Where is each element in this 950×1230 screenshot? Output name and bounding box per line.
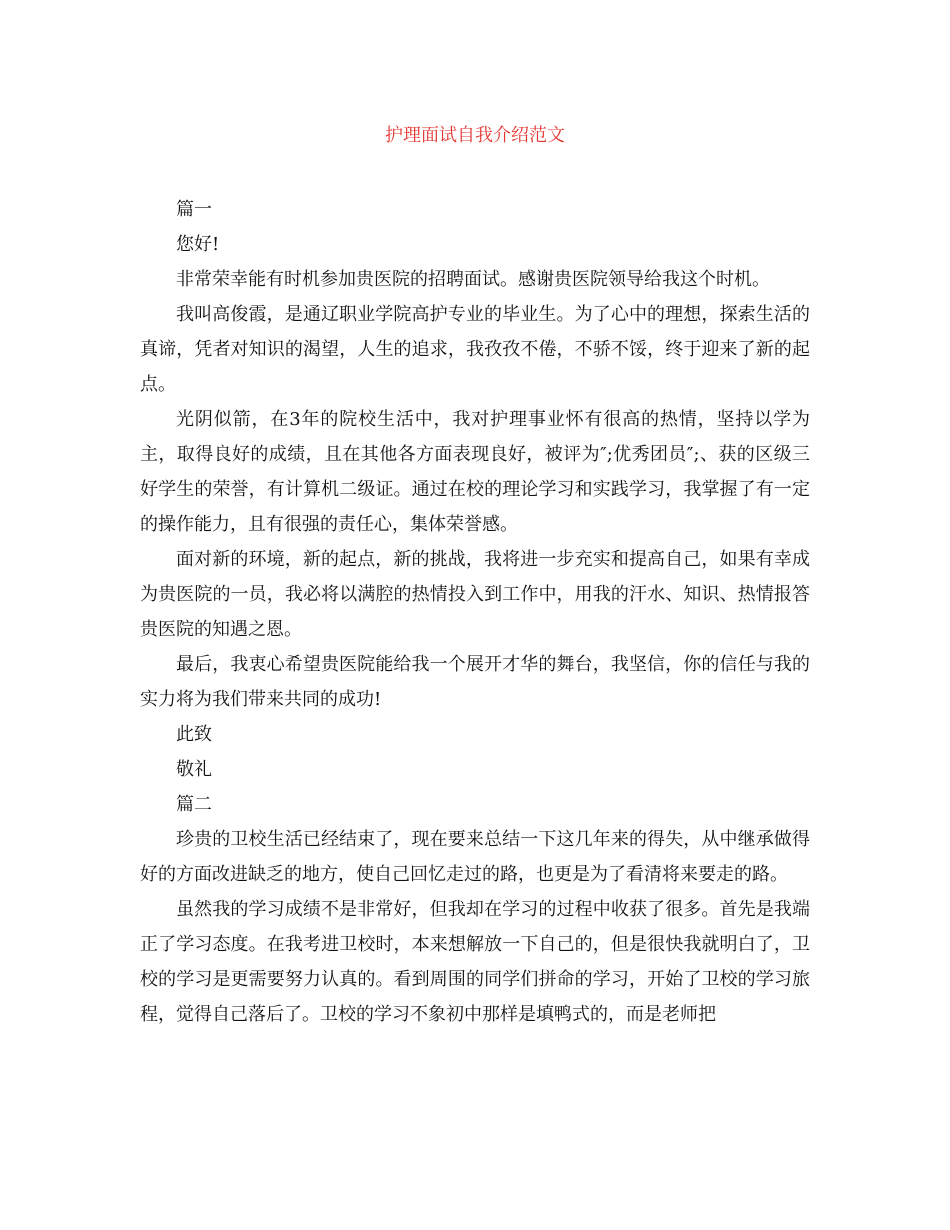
document-body xyxy=(140,192,810,1032)
paragraph: 虽然我的学习成绩不是非常好，但我却在学习的过程中收获了很多。首先是我端正了学习态度。在我考进卫校时，本来想解放一下自己的，但是很快我就明白了，卫校的学习是更需要努力认真的。看到周围的同学们拼命的学习，开始了卫校的学习旅程，觉得自己落后了。卫校的学习不象初中那样是填鸭式的，而是老师把 xyxy=(140,899,810,1025)
paragraph: 我叫高俊霞，是通辽职业学院高护专业的毕业生。为了心中的理想，探索生活的真谛，凭者对知识的渴望，人生的追求，我孜孜不倦，不骄不馁，终于迎来了新的起点。 xyxy=(140,304,810,395)
paragraph: 珍贵的卫校生活已经结束了，现在要来总结一下这几年来的得失，从中继承做得好的方面改进缺乏的地方，使自己回忆走过的路，也更是为了看清将来要走的路。 xyxy=(140,829,810,885)
paragraph: 您好! xyxy=(176,234,220,255)
paragraph: 此致 xyxy=(176,724,212,745)
paragraph: 敬礼 xyxy=(176,759,212,780)
paragraph: 非常荣幸能有时机参加贵医院的招聘面试。感谢贵医院领导给我这个时机。 xyxy=(176,269,770,290)
paragraph: 面对新的环境，新的起点，新的挑战，我将进一步充实和提高自己，如果有幸成为贵医院的一员，我必将以满腔的热情投入到工作中，用我的汗水、知识、热情报答贵医院的知遇之恩。 xyxy=(140,549,810,640)
paragraph: 光阴似箭，在3年的院校生活中，我对护理事业怀有很高的热情，坚持以学为主，取得良好的成绩，且在其他各方面表现良好，被评为″;优秀团员″;、获的区级三好学生的荣誉，有计算机二级证。通过在校的理论学习和实践学习，我掌握了有一定的操作能力，且有很强的责任心，集体荣誉感。 xyxy=(140,409,810,535)
document-title: 护理面试自我介绍范文 xyxy=(385,125,565,146)
paragraph: 篇一 xyxy=(176,199,212,220)
paragraph: 最后，我衷心希望贵医院能给我一个展开才华的舞台，我坚信，你的信任与我的实力将为我们带来共同的成功! xyxy=(140,654,810,710)
paragraph: 篇二 xyxy=(176,794,212,815)
